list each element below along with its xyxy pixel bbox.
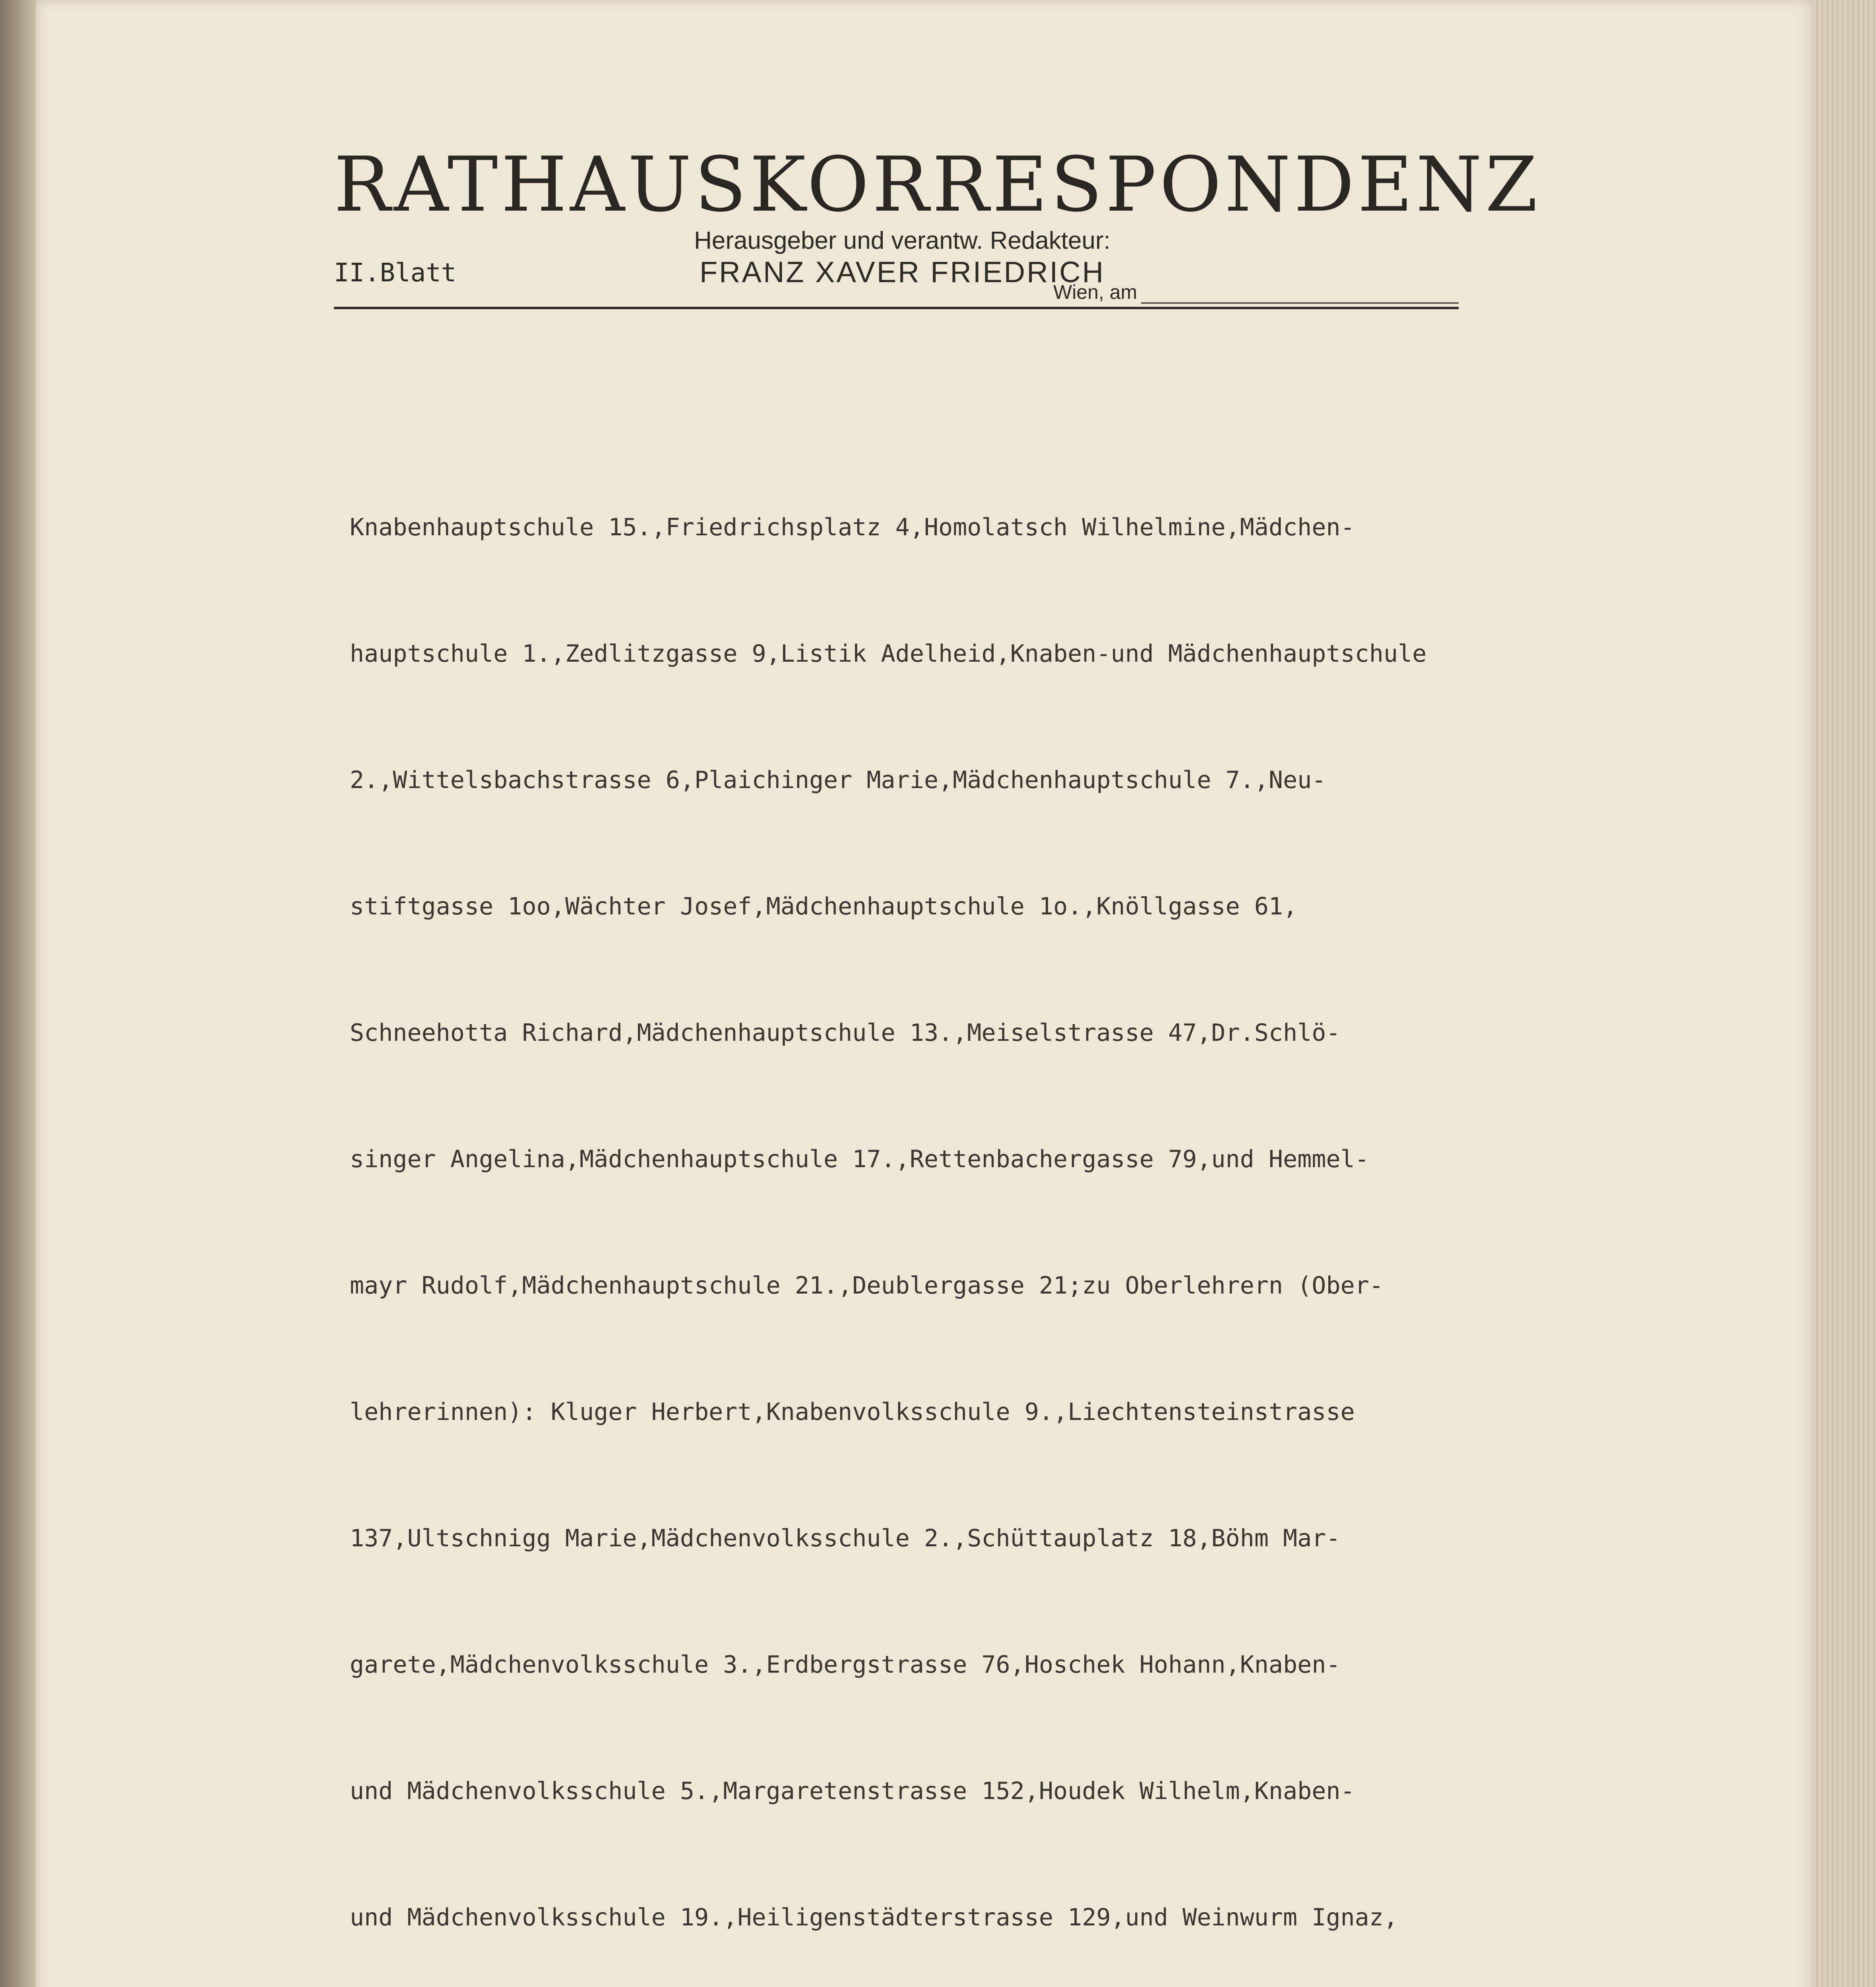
masthead-title: RATHAUSKORRESPONDENZ [334,141,1541,229]
editor-name: FRANZ XAVER FRIEDRICH [699,256,1105,289]
document-body [350,338,1590,1987]
text-line: mayr Rudolf,Mädchenhauptschule 21.,Deublergasse 21;zu Oberlehrern (Ober- [350,1272,1384,1299]
binding-shadow [0,0,36,1987]
text-line: garete,Mädchenvolksschule 3.,Erdbergstrasse 76,Hoschek Hohann,Knaben- [350,1651,1341,1679]
publisher-label: Herausgeber und verantw. Redakteur: [694,227,1110,254]
text-line: 137,Ultschnigg Marie,Mädchenvolksschule 2.,Schüttauplatz 18,Böhm Mar- [350,1524,1341,1552]
date-label: Wien, am [1053,281,1138,303]
text-line: lehrerinnen): Kluger Herbert,Knabenvolksschule 9.,Liechtensteinstrasse [350,1398,1355,1426]
text-line: 2.,Wittelsbachstrasse 6,Plaichinger Marie,Mädchenhauptschule 7.,Neu- [350,766,1326,794]
text-line: stiftgasse 1oo,Wächter Josef,Mädchenhauptschule 1o.,Knöllgasse 61, [350,893,1298,920]
section-appointments [350,422,1590,1987]
text-line: singer Angelina,Mädchenhauptschule 17.,Rettenbachergasse 79,und Hemmel- [350,1145,1369,1173]
date-blank-line [1141,285,1459,304]
sheet-label: II.Blatt [334,258,457,288]
text-line: und Mädchenvolksschule 19.,Heiligenstädterstrasse 129,und Weinwurm Ignaz, [350,1904,1398,1931]
date-field [1053,281,1459,304]
page-stack-edge [1812,0,1876,1987]
text-line: Schneehotta Richard,Mädchenhauptschule 13.,Meiselstrasse 47,Dr.Schlö- [350,1019,1341,1047]
text-line: und Mädchenvolksschule 5.,Margaretenstrasse 152,Houdek Wilhelm,Knaben- [350,1777,1355,1805]
masthead [334,141,1541,289]
masthead-rule [334,307,1459,309]
text-line: Knabenhauptschule 15.,Friedrichsplatz 4,Homolatsch Wilhelmine,Mädchen- [350,513,1355,541]
text-line: hauptschule 1.,Zedlitzgasse 9,Listik Adelheid,Knaben-und Mädchenhauptschule [350,640,1427,668]
